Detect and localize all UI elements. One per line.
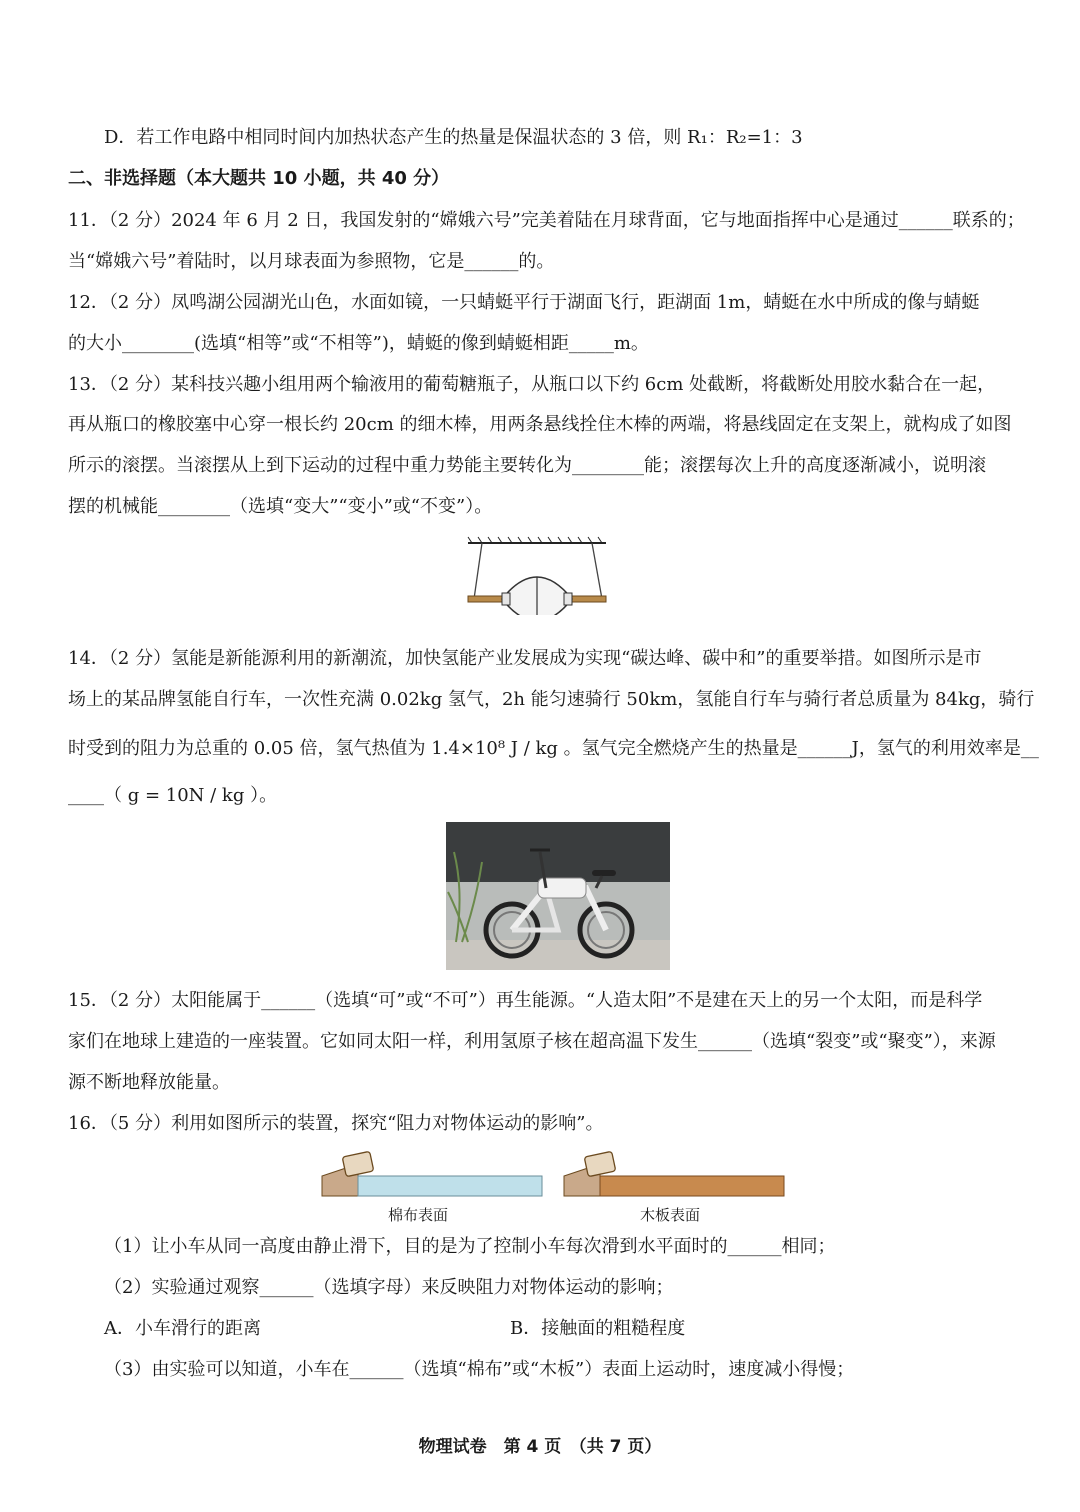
caption-wood-surface: 木板表面 bbox=[640, 1206, 701, 1224]
page-footer: 物理试卷 第 4 页 （共 7 页） bbox=[418, 1437, 662, 1457]
q14-line-1: 14．（2 分）氢能是新能源利用的新潮流，加快氢能产业发展成为实现“碳达峰、碳中和”的重要举措。如图所示是市 bbox=[68, 648, 982, 669]
q15-line-2: 家们在地球上建造的一座装置。它如同太阳一样，利用氢原子核在超高温下发生______（选填“裂变”或“聚变”），来源 bbox=[68, 1031, 996, 1052]
q16-part-3: （3）由实验可以知道，小车在______（选填“棉布”或“木板”）表面上运动时，速度减小得慢； bbox=[104, 1359, 855, 1380]
q11-line-2: 当“嫦娥六号”着陆时，以月球表面为参照物，它是______的。 bbox=[68, 251, 555, 272]
q16-part-2: （2）实验通过观察______（选填字母）来反映阻力对物体运动的影响； bbox=[104, 1277, 674, 1298]
q16-option-a: A．小车滑行的距离 bbox=[104, 1318, 261, 1339]
hydrogen-bicycle-photo bbox=[446, 822, 670, 970]
incline-experiment-figure bbox=[318, 1150, 788, 1202]
q13-line-2: 再从瓶口的橡胶塞中心穿一根长约 20cm 的细木棒，用两条悬线拴住木棒的两端，将悬线固定在支架上，就构成了如图 bbox=[68, 414, 1012, 435]
q13-line-1: 13．（2 分）某科技兴趣小组用两个输液用的葡萄糖瓶子，从瓶口以下约 6cm 处截断，将截断处用胶水黏合在一起， bbox=[68, 374, 996, 395]
q15-line-3: 源不断地释放能量。 bbox=[68, 1072, 230, 1093]
roll-pendulum-figure bbox=[462, 535, 612, 615]
q12-line-1: 12．（2 分）凤鸣湖公园湖光山色，水面如镜，一只蜻蜓平行于湖面飞行，距湖面 1m，蜻蜓在水中所成的像与蜻蜓 bbox=[68, 292, 980, 313]
q16-option-b: B．接触面的粗糙程度 bbox=[510, 1318, 686, 1339]
q16-part-1: （1）让小车从同一高度由静止滑下，目的是为了控制小车每次滑到水平面时的______相同； bbox=[104, 1236, 836, 1257]
q13-line-3: 所示的滚摆。当滚摆从上到下运动的过程中重力势能主要转化为________能；滚摆每次上升的高度逐渐减小，说明滚 bbox=[68, 455, 986, 476]
q14-line-4: ____（ g = 10N / kg ）。 bbox=[68, 785, 278, 806]
q14-line-2: 场上的某品牌氢能自行车，一次性充满 0.02kg 氢气，2h 能匀速骑行 50km，氢能自行车与骑行者总质量为 84kg，骑行 bbox=[68, 689, 1035, 710]
q13-line-4: 摆的机械能________（选填“变大”“变小”或“不变”）。 bbox=[68, 496, 493, 517]
q16-line: 16．（5 分）利用如图所示的装置，探究“阻力对物体运动的影响”。 bbox=[68, 1113, 604, 1134]
q12-line-2: 的大小________(选填“相等”或“不相等”)，蜻蜓的像到蜻蜓相距_____m。 bbox=[68, 333, 649, 354]
q15-line-1: 15．（2 分）太阳能属于______（选填“可”或“不可”）再生能源。“人造太阳”不是建在天上的另一个太阳，而是科学 bbox=[68, 990, 983, 1011]
q14-line-3: 时受到的阻力为总重的 0.05 倍，氢气热值为 1.4×10⁸ J / kg 。氢气完全燃烧产生的热量是______J，氢气的利用效率是__ bbox=[68, 738, 1039, 759]
option-d-line: D．若工作电路中相同时间内加热状态产生的热量是保温状态的 3 倍，则 R₁：R₂=1：3 bbox=[104, 127, 803, 148]
q11-line-1: 11．（2 分）2024 年 6 月 2 日，我国发射的“嫦娥六号”完美着陆在月球背面，它与地面指挥中心是通过______联系的； bbox=[68, 210, 1025, 231]
caption-cloth-surface: 棉布表面 bbox=[388, 1206, 449, 1224]
section-heading: 二、非选择题（本大题共 10 小题，共 40 分） bbox=[68, 168, 450, 189]
